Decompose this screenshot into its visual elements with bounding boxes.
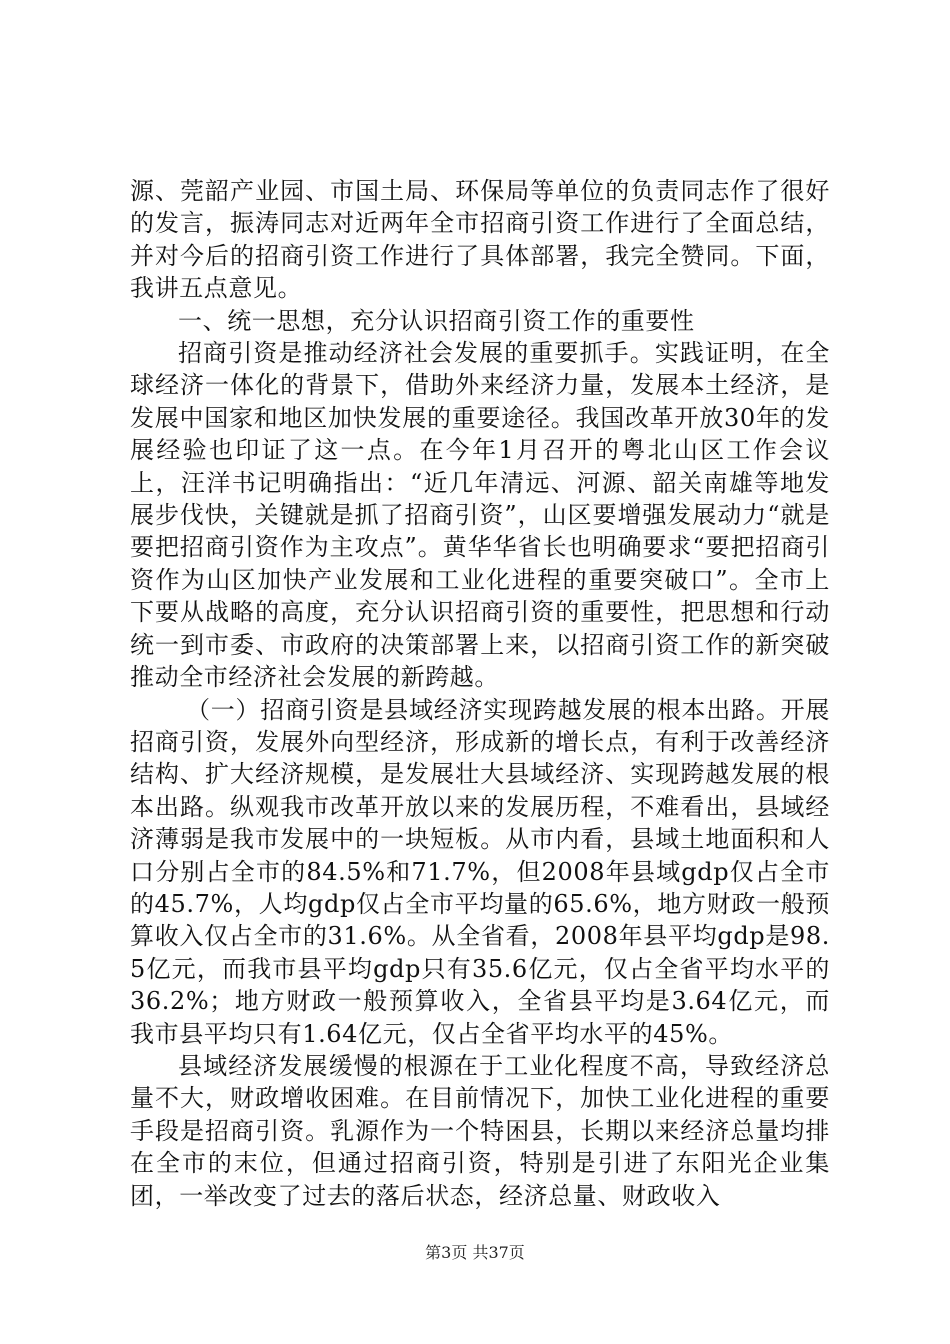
paragraph-continuation: 源、莞韶产业园、市国土局、环保局等单位的负责同志作了很好的发言，振涛同志对近两年全市招商引资工作进行了全面总结，并对今后的招商引资工作进行了具体部署，我完全赞同。下面，我讲五点意见。 xyxy=(130,177,830,303)
paragraph-county-economy: （一）招商引资是县域经济实现跨越发展的根本出路。开展招商引资，发展外向型经济，形成新的增长点，有利于改善经济结构、扩大经济规模，是发展壮大县域经济、实现跨越发展的根本出路。纵观我市改革开放以来的发展历程，不难看出，县域经济薄弱是我市发展中的一块短板。从市内看，县域土地面积和人口分别占全市的84.5%和71.7%，但2008年县域gdp仅占全市的45.7%，人均gdp仅占全市平均量的65.6%，地方财政一般预算收入仅占全市的31.6%。从全省看，2008年县平均gdp是98.5亿元，而我市县平均gdp只有35.6亿元，仅占全省平均水平的36.2%；地方财政一般预算收入，全省县平均是3.64亿元，而我市县平均只有1.64亿元，仅占全省平均水平的45%。 xyxy=(130,695,830,1048)
paragraph-industrialization: 县域经济发展缓慢的根源在于工业化程度不高，导致经济总量不大，财政增收困难。在目前情况下，加快工业化进程的重要手段是招商引资。乳源作为一个特困县，长期以来经济总量均排在全市的末位，但通过招商引资，特别是引进了东阳光企业集团，一举改变了过去的落后状态，经济总量、财政收入 xyxy=(130,1051,830,1210)
section-heading: 一、统一思想，充分认识招商引资工作的重要性 xyxy=(178,306,695,335)
paragraph-investment-importance: 招商引资是推动经济社会发展的重要抓手。实践证明，在全球经济一体化的背景下，借助外来经济力量，发展本土经济，是发展中国家和地区加快发展的重要途径。我国改革开放30年的发展经验也印证了这一点。在今年1月召开的粤北山区工作会议上，汪洋书记明确指出：“近几年清远、河源、韶关南雄等地发展步伐快，关键就是抓了招商引资”，山区要增强发展动力“就是要把招商引资作为主攻点”。黄华华省长也明确要求“要把招商引资作为山区加快产业发展和工业化进程的重要突破口”。全市上下要从战略的高度，充分认识招商引资的重要性，把思想和行动统一到市委、市政府的决策部署上来，以招商引资工作的新突破推动全市经济社会发展的新跨越。 xyxy=(130,339,830,692)
page-number-footer: 第3页 共37页 xyxy=(425,1243,525,1262)
document-body xyxy=(130,175,830,1212)
